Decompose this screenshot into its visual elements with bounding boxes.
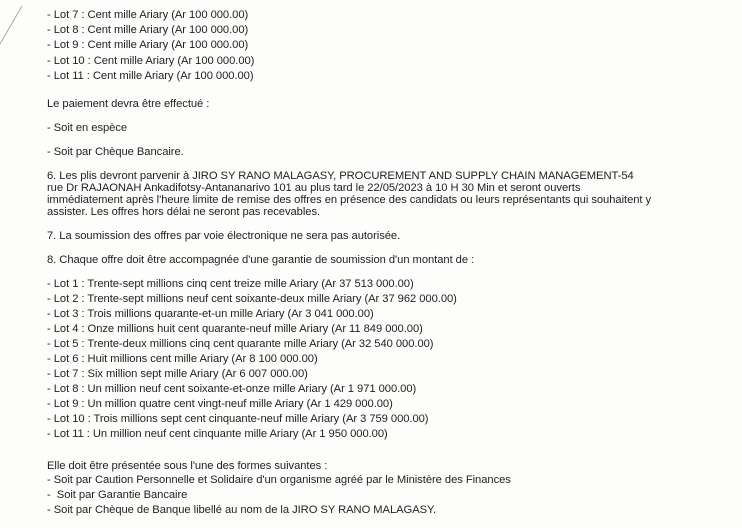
guarantee-lot: - Lot 6 : Huit millions cent mille Ariary (Ar 8 100 000.00) (47, 353, 318, 365)
guarantee-lot: - Lot 1 : Trente-sept millions cinq cent treize mille Ariary (Ar 37 513 000.00) (47, 278, 414, 290)
section-6-line: immédiatement après l'heure limite de remise des offres en présence des candidats ou leurs représentants qui souhaitent y (47, 194, 652, 206)
guarantee-lot: - Lot 8 : Un million neuf cent soixante-et-onze mille Ariary (Ar 1 971 000.00) (47, 383, 417, 395)
forms-intro: Elle doit être présentée sous l'une des formes suivantes : (47, 460, 328, 472)
page-fold-mark (0, 0, 40, 50)
payment-cheque: - Soit par Chèque Bancaire. (47, 146, 184, 158)
payment-intro: Le paiement devra être effectué : (47, 98, 210, 110)
section-7: 7. La soumission des offres par voie électronique ne sera pas autorisée. (47, 230, 401, 242)
section-6-line: rue Dr RAJAONAH Ankadifotsy-Antananarivo 101 au plus tard le 22/05/2023 à 10 H 30 Min et seront ouverts (47, 182, 581, 194)
guarantee-lot: - Lot 4 : Onze millions huit cent quarante-neuf mille Ariary (Ar 11 849 000.00) (47, 323, 423, 335)
guarantee-lot: - Lot 5 : Trente-deux millions cinq cent quarante mille Ariary (Ar 32 540 000.00) (47, 338, 434, 350)
list-item: - Lot 8 : Cent mille Ariary (Ar 100 000.00) (47, 24, 249, 36)
section-8: 8. Chaque offre doit être accompagnée d'une garantie de soumission d'un montant de : (47, 254, 475, 266)
list-item: - Lot 9 : Cent mille Ariary (Ar 100 000.00) (47, 39, 249, 51)
list-item: - Lot 7 : Cent mille Ariary (Ar 100 000.00) (47, 9, 249, 21)
guarantee-lot: - Lot 9 : Un million quatre cent vingt-neuf mille Ariary (Ar 1 429 000.00) (47, 398, 393, 410)
guarantee-lot: - Lot 2 : Trente-sept millions neuf cent soixante-deux mille Ariary (Ar 37 962 000.00) (47, 293, 457, 305)
guarantee-lot: - Lot 3 : Trois millions quarante-et-un mille Ariary (Ar 3 041 000.00) (47, 308, 374, 320)
section-6-line: 6. Les plis devront parvenir à JIRO SY RANO MALAGASY, PROCUREMENT AND SUPPLY CHAIN MANAGEMENT-54 (47, 170, 634, 182)
form-option: - Soit par Garantie Bancaire (47, 489, 188, 501)
list-item: - Lot 11 : Cent mille Ariary (Ar 100 000.00) (47, 70, 254, 82)
guarantee-lot: - Lot 11 : Un million neuf cent cinquante mille Ariary (Ar 1 950 000.00) (47, 428, 388, 440)
guarantee-lot: - Lot 10 : Trois millions sept cent cinquante-neuf mille Ariary (Ar 3 759 000.00) (47, 413, 429, 425)
form-option: - Soit par Caution Personnelle et Solidaire d'un organisme agréé par le Ministère des Finances (47, 474, 511, 486)
guarantee-lot: - Lot 7 : Six million sept mille Ariary (Ar 6 007 000.00) (47, 368, 308, 380)
section-6-line: assister. Les offres hors délai ne seront pas recevables. (47, 206, 321, 218)
payment-cash: - Soit en espèce (47, 122, 128, 134)
list-item: - Lot 10 : Cent mille Ariary (Ar 100 000.00) (47, 55, 255, 67)
form-option: - Soit par Chèque de Banque libellé au nom de la JIRO SY RANO MALAGASY. (47, 504, 437, 516)
